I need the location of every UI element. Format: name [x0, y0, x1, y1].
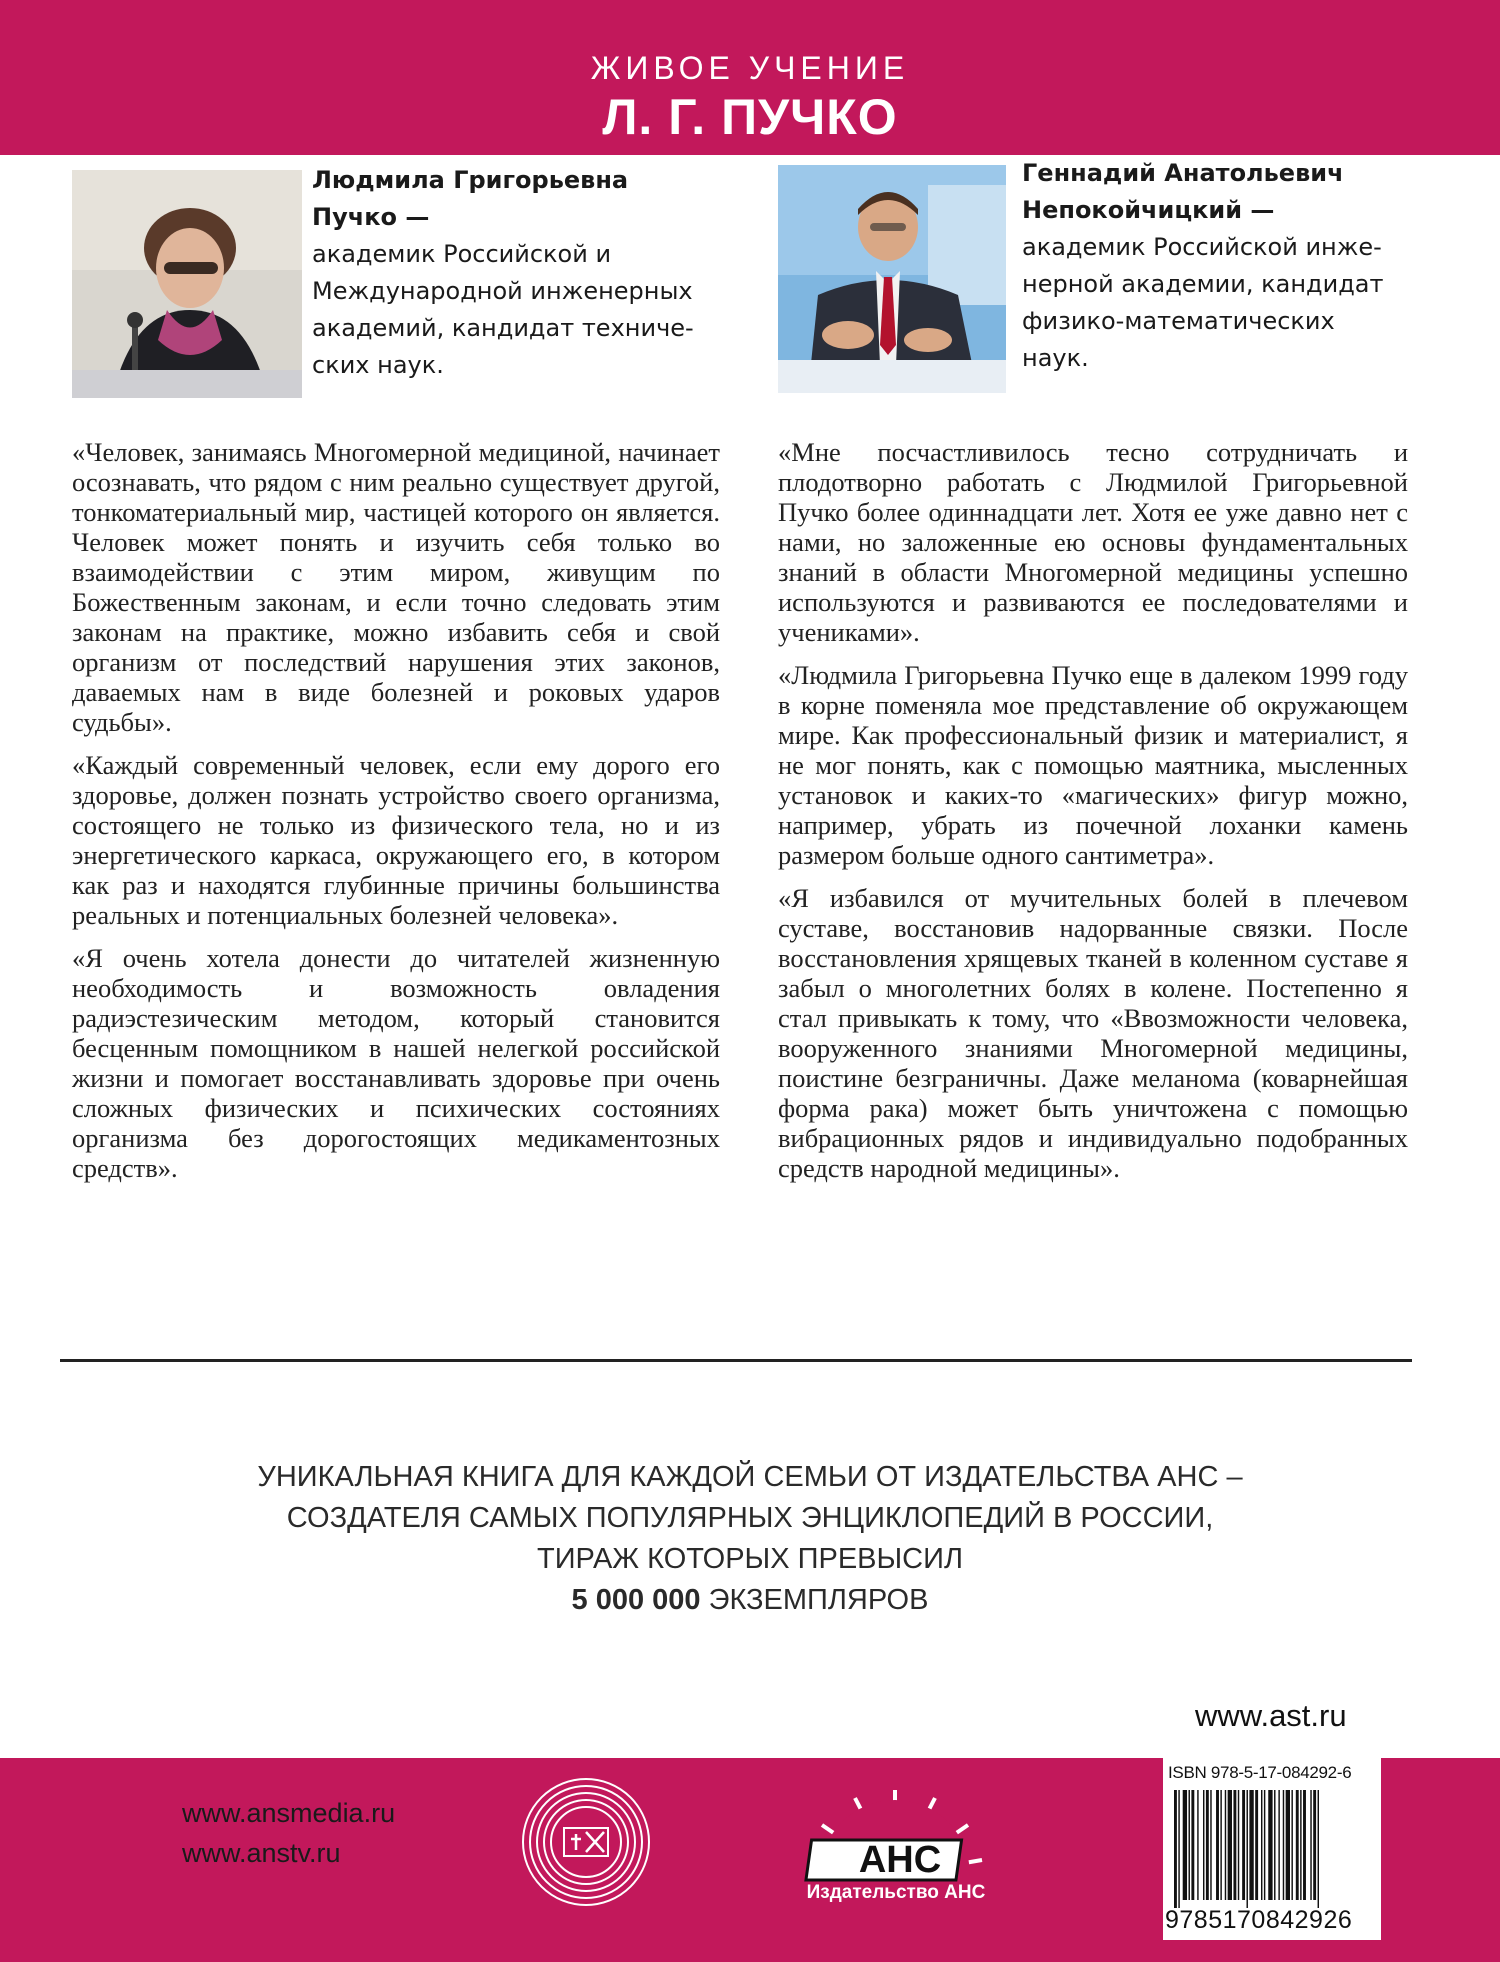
barcode-bar	[1242, 1790, 1245, 1900]
barcode-bar	[1303, 1790, 1306, 1900]
bio-left	[312, 162, 694, 384]
barcode-bar	[1203, 1790, 1204, 1900]
website-link[interactable]: www.anstv.ru	[182, 1838, 341, 1868]
bio-right-line: нерной академии, кандидат	[1022, 270, 1384, 298]
bio-left-line: академик Российской и	[312, 240, 612, 268]
header-band	[0, 0, 1500, 155]
bio-left-name: Людмила Григорьевна	[312, 166, 629, 194]
barcode-bar	[1191, 1790, 1194, 1900]
bio-right-line: физико-математических	[1022, 307, 1335, 335]
barcode-icon	[1170, 1790, 1376, 1908]
channel-emblem-icon	[520, 1776, 652, 1908]
promo-line: ТИРАЖ КОТОРЫХ ПРЕВЫСИЛ	[536, 1543, 963, 1575]
barcode-bar	[1216, 1790, 1219, 1900]
barcode-bar	[1274, 1790, 1275, 1900]
bio-left-surname: Пучко —	[312, 203, 430, 231]
barcode-bar	[1174, 1790, 1177, 1908]
barcode-bar	[1296, 1790, 1299, 1900]
barcode-bar	[1233, 1790, 1236, 1900]
barcode-bar	[1264, 1790, 1265, 1900]
quote-paragraph: «Людмила Григорьевна Пучко еще в далеком 1999 году в корне поменяла мое представление об окружающем мире. Как профессиональный физик и материалист, я не мог понять, как с помощью маятника, мысленных установок и каких-то «магических» фигур можно, например, убрать из почечной лоханки камень размером больше одного сантиметра».	[778, 660, 1408, 870]
publisher-name: Издательство АНС	[806, 1882, 986, 1903]
barcode-digits: 9785170842926	[1165, 1906, 1353, 1934]
author-title: Л. Г. ПУЧКО	[602, 89, 898, 145]
bio-left-line: академий, кандидат техниче-	[312, 314, 694, 342]
barcode-bar	[1278, 1790, 1279, 1900]
barcode-bar	[1206, 1790, 1209, 1900]
barcode-bar	[1228, 1790, 1232, 1900]
quotes-left-column	[72, 437, 720, 1196]
barcode-bar	[1189, 1790, 1190, 1900]
author-photo-left	[72, 170, 302, 398]
barcode-bar	[1249, 1790, 1253, 1900]
quotes-right-column	[778, 437, 1408, 1196]
promo-unit: ЭКЗЕМПЛЯРОВ	[700, 1584, 929, 1616]
quote-paragraph: «Я избавился от мучительных болей в плечевом суставе, восстановив надорванные связки. После восстановления хрящевых тканей в коленном суставе я забыл о многолетних болях в колене. Постепенно я стал привыкать к тому, что «Ввозможности человека, вооруженного знаниями Многомерной медицины, поистине безграничны. Даже меланома (коварнейшая форма рака) может быть уничтожена с помощью вибрационных рядов и индивидуально подобранных средств народной медицины».	[778, 883, 1408, 1183]
isbn-text: ISBN 978-5-17-084292-6	[1168, 1763, 1352, 1782]
bio-left-line: Международной инженерных	[312, 277, 693, 305]
barcode-bar	[1220, 1790, 1221, 1900]
promo-line: СОЗДАТЕЛЯ САМЫХ ПОПУЛЯРНЫХ ЭНЦИКЛОПЕДИЙ В РОССИИ,	[286, 1502, 1214, 1534]
barcode-bar	[1268, 1790, 1272, 1900]
barcode-bar	[1291, 1790, 1292, 1900]
bio-left-line: ских наук.	[312, 351, 444, 379]
website-link[interactable]: www.ast.ru	[1195, 1698, 1347, 1733]
promo-count: 5 000 000	[571, 1584, 701, 1616]
quote-paragraph: «Каждый современный человек, если ему дорого его здоровье, должен познать устройство своего организма, состоящего не только из физического тела, но и из энергетического каркаса, окружающего его, в котором как раз и находятся глубинные причины большинства реальных и потенциальных болезней человека».	[72, 750, 720, 930]
barcode-bar	[1318, 1790, 1319, 1908]
series-title: ЖИВОЕ УЧЕНИЕ	[590, 50, 910, 86]
promo-text	[0, 1457, 1500, 1621]
bio-right-line: наук.	[1022, 344, 1089, 372]
barcode-bar	[1238, 1790, 1239, 1900]
footer-links	[182, 1793, 395, 1873]
barcode-bar	[1255, 1790, 1258, 1900]
barcode-bar	[1286, 1790, 1290, 1900]
barcode-bar	[1183, 1790, 1187, 1900]
website-link[interactable]: www.ansmedia.ru	[182, 1798, 396, 1828]
logo-text: АНС	[858, 1839, 942, 1881]
barcode-bar	[1178, 1790, 1179, 1908]
barcode-bar	[1300, 1790, 1301, 1900]
quote-paragraph: «Я очень хотела донести до читателей жизненную необходимость и возможность овладения радиэстезическим методом, который становится бесценным помощником в нашей нелегкой российской жизни и помогает восстанавливать здоровье при очень сложных физических и психических состояниях организма без дорогостоящих медикаментозных средств».	[72, 943, 720, 1183]
author-photo-right	[778, 165, 1006, 393]
bio-right-line: академик Российской инже-	[1022, 233, 1382, 261]
bio-right	[1022, 155, 1384, 377]
barcode-bar	[1210, 1790, 1211, 1900]
bio-right-surname: Непокойчицкий —	[1022, 196, 1275, 224]
barcode-bar	[1283, 1790, 1284, 1900]
barcode-bar	[1247, 1790, 1248, 1908]
barcode-bar	[1261, 1790, 1262, 1900]
bio-right-name: Геннадий Анатольевич	[1022, 159, 1344, 187]
barcode-bar	[1310, 1790, 1311, 1900]
publisher-logo-icon	[800, 1780, 990, 1945]
divider	[60, 1359, 1412, 1362]
quote-paragraph: «Человек, занимаясь Многомерной медициной, начинает осознавать, что рядом с ним реально существует другой, тонкоматериальный мир, частицей которого он является. Человек может понять и изучить себя только во взаимодействии с этим миром, живущим по Божественным законам, и если точно следовать этим законам на практике, можно избавить себя и свой организм от последствий нарушения этих законов, даваемых нам в виде болезней и роковых ударов судьбы».	[72, 437, 720, 737]
barcode-bar	[1313, 1790, 1316, 1900]
quote-paragraph: «Мне посчастливилось тесно сотрудничать и плодотворно работать с Людмилой Григорьевной Пучко более одиннадцати лет. Хотя ее уже давно нет с нами, но заложенные ею основы фундаментальных знаний в области Многомерной медицины успешно используются и развиваются ее последователями и учениками».	[778, 437, 1408, 647]
barcode-bar	[1197, 1790, 1198, 1900]
promo-count-line	[0, 1580, 1500, 1621]
barcode-bar	[1225, 1790, 1226, 1900]
promo-line: УНИКАЛЬНАЯ КНИГА ДЛЯ КАЖДОЙ СЕМЬИ ОТ ИЗДАТЕЛЬСТВА АНС –	[257, 1461, 1243, 1493]
